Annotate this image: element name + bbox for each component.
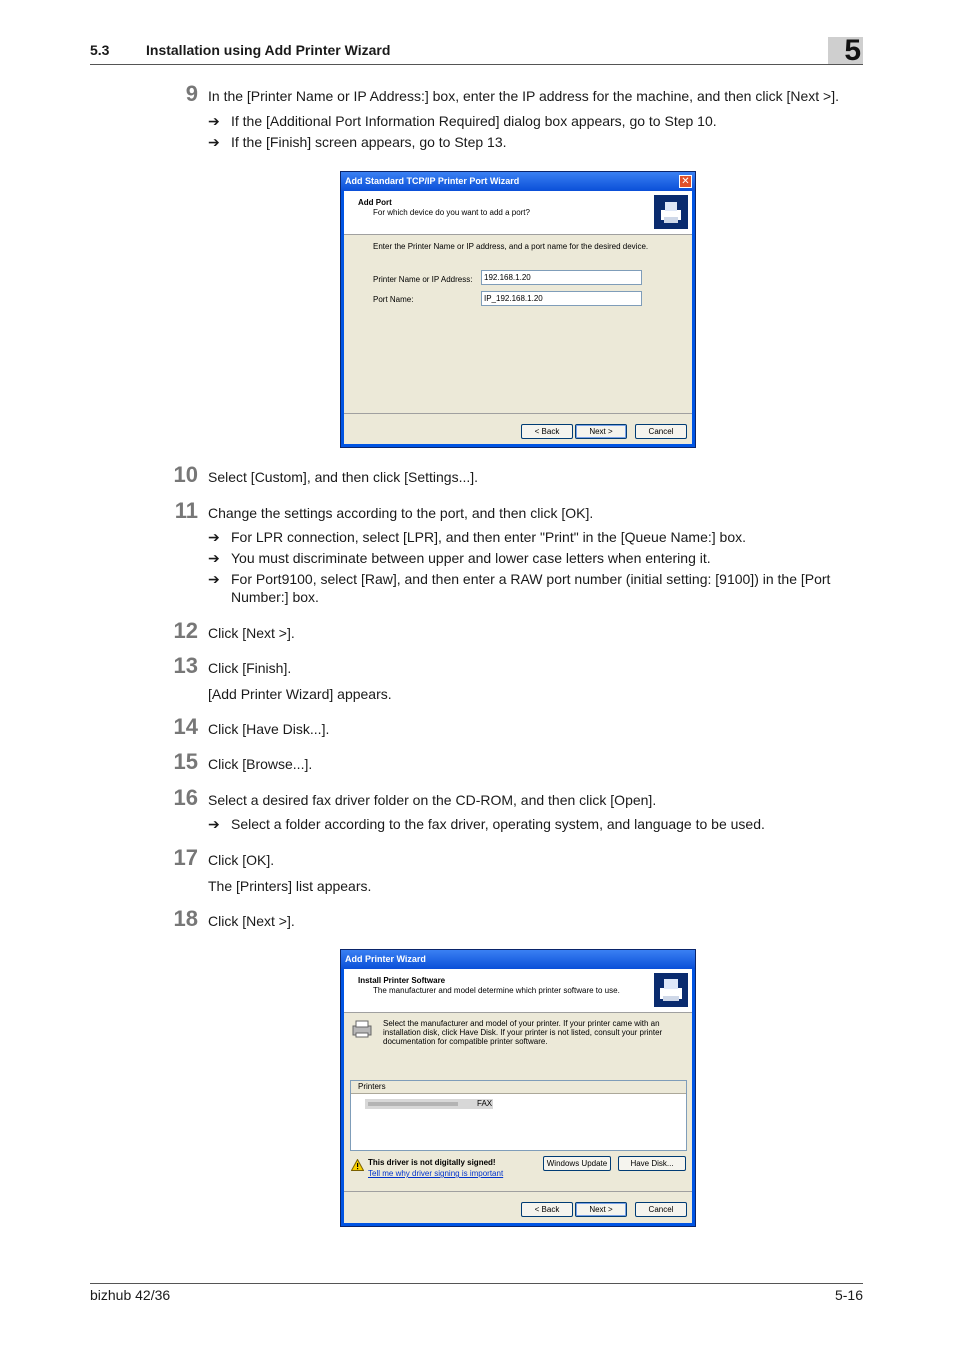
- redacted-model-name: [368, 1102, 458, 1106]
- step-number: 11: [174, 498, 198, 523]
- dialog-header: [344, 969, 692, 1013]
- step-text: Click [Finish].: [208, 660, 292, 676]
- step-number: 14: [173, 714, 198, 739]
- cancel-button[interactable]: Cancel: [635, 1202, 687, 1217]
- list-item-suffix: FAX: [477, 1099, 493, 1108]
- dialog-separator: [344, 1191, 692, 1192]
- step-text: In the [Printer Name or IP Address:] box, enter the IP address for the machine, and then click [Next >].: [208, 88, 839, 104]
- arrow-icon: ➔: [208, 529, 220, 545]
- dialog-subheading: For which device do you want to add a port?: [373, 208, 530, 217]
- step-number: 13: [173, 653, 198, 678]
- warning-text: This driver is not digitally signed!: [368, 1158, 496, 1167]
- dialog-header: [344, 191, 692, 235]
- step-number: 17: [173, 845, 198, 870]
- printers-list[interactable]: [350, 1080, 687, 1151]
- step-text: Click [Browse...].: [208, 756, 313, 772]
- footer-page-number: 5-16: [834, 1287, 863, 1303]
- cancel-button[interactable]: Cancel: [635, 424, 687, 439]
- list-header: Printers: [351, 1081, 686, 1094]
- step-bullet: If the [Additional Port Information Required] dialog box appears, go to Step 10.: [231, 113, 717, 129]
- step-number: 18: [173, 906, 198, 931]
- have-disk-button[interactable]: Have Disk...: [618, 1156, 686, 1171]
- close-icon[interactable]: ✕: [679, 175, 692, 188]
- step-number: 9: [185, 81, 198, 106]
- add-printer-wizard-dialog: [340, 949, 696, 1227]
- step-number: 15: [173, 749, 198, 774]
- step-text: Change the settings according to the port, and then click [OK].: [208, 505, 594, 521]
- step-bullet: You must discriminate between upper and lower case letters when entering it.: [231, 550, 711, 566]
- arrow-icon: ➔: [208, 571, 220, 587]
- step-result: [Add Printer Wizard] appears.: [208, 686, 392, 702]
- dialog-separator: [344, 413, 692, 414]
- driver-signing-link[interactable]: Tell me why driver signing is important: [368, 1169, 504, 1178]
- arrow-icon: ➔: [208, 816, 220, 832]
- warning-icon: [351, 1158, 364, 1170]
- port-name-input[interactable]: IP_192.168.1.20: [481, 291, 642, 306]
- printer-port-icon: [654, 195, 688, 229]
- step-bullet: For Port9100, select [Raw], and then enter a RAW port number (initial setting: [9100]) in the [Port Number:] box.: [231, 571, 831, 605]
- dialog-body: [344, 969, 692, 1223]
- dialog-heading: Add Port: [358, 198, 392, 207]
- arrow-icon: ➔: [208, 113, 220, 129]
- step-bullet: If the [Finish] screen appears, go to Step 13.: [231, 134, 507, 150]
- step-text: Click [Next >].: [208, 913, 295, 929]
- step-number: 16: [173, 785, 198, 810]
- back-button[interactable]: < Back: [521, 424, 573, 439]
- footer-rule: [90, 1283, 863, 1284]
- printer-small-icon: [351, 1019, 373, 1039]
- next-button[interactable]: Next >: [575, 424, 627, 439]
- step-number: 10: [173, 462, 198, 487]
- step-bullet: Select a folder according to the fax driver, operating system, and language to be used.: [231, 816, 765, 832]
- step-text: Select a desired fax driver folder on the CD-ROM, and then click [Open].: [208, 792, 657, 808]
- printer-icon: [654, 973, 688, 1007]
- section-number: 5.3: [90, 42, 110, 58]
- list-item[interactable]: [365, 1099, 493, 1109]
- dialog-subheading: The manufacturer and model determine which printer software to use.: [373, 986, 620, 995]
- header-rule: [90, 64, 863, 65]
- port-name-label: Port Name:: [373, 295, 414, 304]
- step-number: 12: [173, 618, 198, 643]
- dialog-body: [344, 191, 692, 444]
- arrow-icon: ➔: [208, 134, 220, 150]
- dialog-instruction: Enter the Printer Name or IP address, and a port name for the desired device.: [373, 242, 649, 251]
- step-text: Click [Next >].: [208, 625, 295, 641]
- step-text: Click [OK].: [208, 852, 275, 868]
- step-bullet: For LPR connection, select [LPR], and then enter "Print" in the [Queue Name:] box.: [231, 529, 746, 545]
- dialog-title: Add Printer Wizard: [341, 950, 695, 969]
- dialog-title: Add Standard TCP/IP Printer Port Wizard: [341, 172, 695, 191]
- footer-model: bizhub 42/36: [90, 1287, 171, 1303]
- back-button[interactable]: < Back: [521, 1202, 573, 1217]
- ip-address-label: Printer Name or IP Address:: [373, 275, 473, 284]
- ip-address-input[interactable]: 192.168.1.20: [481, 270, 642, 285]
- tcpip-port-wizard-dialog: [340, 171, 696, 448]
- step-result: The [Printers] list appears.: [208, 878, 372, 894]
- step-text: Select [Custom], and then click [Settings...].: [208, 469, 479, 485]
- next-button[interactable]: Next >: [575, 1202, 627, 1217]
- section-title: Installation using Add Printer Wizard: [146, 42, 391, 58]
- windows-update-button[interactable]: Windows Update: [543, 1156, 611, 1171]
- chapter-number: 5: [844, 34, 861, 67]
- dialog-heading: Install Printer Software: [358, 976, 446, 985]
- step-text: Click [Have Disk...].: [208, 721, 330, 737]
- dialog-instruction: Select the manufacturer and model of your printer. If your printer came with an installation disk, click Have Disk. If your printer is not listed, consult your printer documentation for compatible printer software.: [383, 1019, 663, 1046]
- arrow-icon: ➔: [208, 550, 220, 566]
